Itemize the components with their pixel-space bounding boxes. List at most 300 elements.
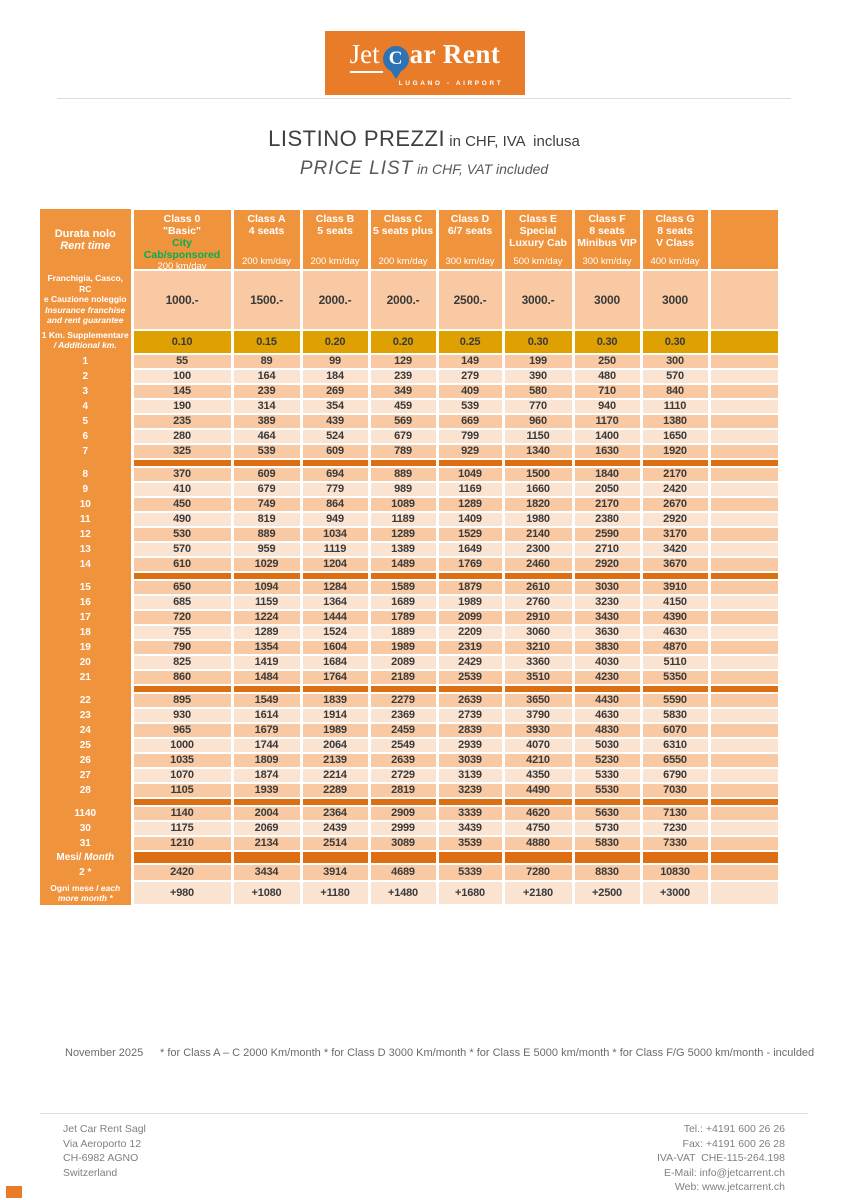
price-cell: 3139 [437,768,503,783]
price-cell: 2369 [369,708,437,723]
price-cell: 1089 [369,497,437,512]
price-cell: 1789 [369,610,437,625]
price-cell: 840 [641,384,709,399]
price-cell: 1840 [573,467,641,482]
day-count-label: 18 [40,625,132,640]
footnote-date: November 2025 [65,1047,144,1059]
price-cell: 3039 [437,753,503,768]
class-header-content [643,213,708,269]
band-cell [641,798,709,806]
price-cell: 1839 [301,693,369,708]
price-cell [709,783,779,798]
price-cell: 1679 [232,723,301,738]
price-cell: 2209 [437,625,503,640]
footer-contact-line: IVA-VAT CHE-115-264.198 [656,1152,785,1164]
price-cell: 755 [132,625,232,640]
price-cell [709,768,779,783]
price-cell: 129 [369,354,437,369]
price-cell: 7030 [641,783,709,798]
price-cell: 2839 [437,723,503,738]
two-month-price-cell: 7280 [503,864,573,881]
price-cell: 1284 [301,580,369,595]
price-cell: 2380 [573,512,641,527]
price-cell: 4620 [503,806,573,821]
price-cell: 679 [232,482,301,497]
class-header-line: Special [519,225,557,237]
franchise-value-cell: 3000.- [503,270,573,330]
price-cell: 1500 [503,467,573,482]
day-count-label: 23 [40,708,132,723]
price-cell: 3210 [503,640,573,655]
price-cell: 1879 [437,580,503,595]
price-cell: 1029 [232,557,301,572]
price-cell: 1340 [503,444,573,459]
price-cell: 889 [369,467,437,482]
price-row [40,429,779,444]
class-header-line: Class E [519,213,557,225]
price-cell: 539 [437,399,503,414]
price-row [40,640,779,655]
price-cell: 819 [232,512,301,527]
price-cell: 2999 [369,821,437,836]
class-header-content [303,213,368,269]
class-header-line: 5 seats plus [372,225,434,237]
table-header-row [40,209,779,270]
class-header-highlight: City Cab/sponsored [143,237,221,261]
class-header-line: 8 seats [589,225,625,237]
price-cell: 1140 [132,806,232,821]
price-cell: 6310 [641,738,709,753]
class-header-line: Class G [655,213,695,225]
band-cell [709,851,779,864]
price-cell: 1489 [369,557,437,572]
price-cell: 1630 [573,444,641,459]
price-cell: 1354 [232,640,301,655]
price-cell: 1400 [573,429,641,444]
price-cell: 3339 [437,806,503,821]
class-header-line: 5 seats [317,225,353,237]
price-cell: 2064 [301,738,369,753]
title-italian: LISTINO PREZZI [268,126,446,151]
price-cell: 2439 [301,821,369,836]
price-cell: 314 [232,399,301,414]
day-count-label: 15 [40,580,132,595]
price-cell [709,414,779,429]
price-cell: 2189 [369,670,437,685]
class-km-allowance: 400 km/day [650,256,700,267]
price-row [40,580,779,595]
price-cell: 1874 [232,768,301,783]
price-cell: 410 [132,482,232,497]
price-cell: 2920 [641,512,709,527]
price-cell: 1769 [437,557,503,572]
price-cell: 1604 [301,640,369,655]
price-cell: 2514 [301,836,369,851]
price-cell [709,595,779,610]
class-header-content [134,213,231,272]
franchise-label-en2: and rent guarantee [46,315,124,325]
price-cell: 4230 [573,670,641,685]
price-cell: 1289 [437,497,503,512]
day-count-label: 26 [40,753,132,768]
price-cell: 5730 [573,821,641,836]
price-cell: 3170 [641,527,709,542]
class-header-line: Class F [588,213,626,225]
two-month-price-cell: 4689 [369,864,437,881]
price-cell: 694 [301,467,369,482]
price-cell: 5530 [573,783,641,798]
extra-km-value-cell: 0.30 [503,330,573,353]
price-cell [709,738,779,753]
franchise-value-cell: 1000.- [132,270,232,330]
extra-km-value-cell: 0.30 [573,330,641,353]
price-cell: 2590 [573,527,641,542]
day-count-label: 2 [40,369,132,384]
price-cell: 300 [641,354,709,369]
price-cell: 2364 [301,806,369,821]
price-cell: 164 [232,369,301,384]
price-cell: 2069 [232,821,301,836]
class-header-line: V Class [656,237,694,249]
price-cell: 7230 [641,821,709,836]
price-cell: 5330 [573,768,641,783]
band-cell [709,798,779,806]
class-header-line: 4 seats [248,225,285,237]
price-cell: 539 [232,444,301,459]
price-cell: 989 [369,482,437,497]
logo-text-jet: Jet [350,39,383,73]
price-cell: 889 [232,527,301,542]
separator-band-row [40,685,779,693]
price-cell: 790 [132,640,232,655]
price-cell: 3510 [503,670,573,685]
price-cell [709,821,779,836]
price-cell: 370 [132,467,232,482]
price-cell: 3230 [573,595,641,610]
price-cell: 3630 [573,625,641,640]
footer-divider [40,1113,808,1114]
price-cell [709,512,779,527]
price-cell: 1484 [232,670,301,685]
extra-month-price-cell: +1480 [369,881,437,905]
footer-address-line: Via Aeroporto 12 [63,1137,142,1150]
price-cell: 2134 [232,836,301,851]
price-cell: 3030 [573,580,641,595]
price-cell: 99 [301,354,369,369]
price-cell: 570 [132,542,232,557]
two-month-label: 2 * [40,864,132,881]
price-cell: 190 [132,399,232,414]
price-cell: 1035 [132,753,232,768]
class-header-cell [709,209,779,270]
price-cell: 1529 [437,527,503,542]
price-row [40,836,779,851]
class-header-line: Class 0 [163,213,201,225]
price-cell: 1070 [132,768,232,783]
price-cell: 2710 [573,542,641,557]
two-month-price-cell: 8830 [573,864,641,881]
price-cell: 1150 [503,429,573,444]
day-count-label: 19 [40,640,132,655]
price-cell: 325 [132,444,232,459]
price-cell: 1980 [503,512,573,527]
price-cell: 1914 [301,708,369,723]
price-cell: 2459 [369,723,437,738]
price-cell: 1289 [369,527,437,542]
extra-km-label-en: / Additional km. [53,340,117,350]
franchise-value-cell: 1500.- [232,270,301,330]
franchise-row [40,270,779,330]
price-cell: 55 [132,354,232,369]
page-corner-mark [6,1186,22,1198]
price-cell: 4210 [503,753,573,768]
price-row [40,482,779,497]
price-cell: 1549 [232,693,301,708]
day-count-label: 11 [40,512,132,527]
class-header-line: Luxury Cab [509,237,567,249]
price-cell: 3670 [641,557,709,572]
extra-month-price-cell: +1180 [301,881,369,905]
price-cell: 669 [437,414,503,429]
band-cell [132,851,232,864]
price-cell: 770 [503,399,573,414]
separator-band-row [40,798,779,806]
price-table [40,208,781,906]
duration-corner-cell [40,209,132,270]
month-label-en: Month [81,851,115,863]
class-km-allowance: 200 km/day [310,256,360,267]
price-cell: 959 [232,542,301,557]
price-cell: 2300 [503,542,573,557]
extra-month-price-cell: +2180 [503,881,573,905]
price-cell: 100 [132,369,232,384]
class-km-allowance: 300 km/day [582,256,632,267]
band-cell [437,685,503,693]
two-month-price-cell: 3914 [301,864,369,881]
price-cell: 895 [132,693,232,708]
class-header-cell [437,209,503,270]
class-header-cell [232,209,301,270]
footer-address-line: CH-6982 AGNO [63,1152,139,1164]
two-month-row [40,864,779,881]
price-cell [709,384,779,399]
price-cell: 2920 [573,557,641,572]
price-row [40,467,779,482]
class-header-cell [301,209,369,270]
price-row [40,399,779,414]
band-cell [503,851,573,864]
extra-km-value-cell: 0.15 [232,330,301,353]
price-cell [709,580,779,595]
price-cell [709,655,779,670]
day-count-label: 31 [40,836,132,851]
franchise-label-it2: e Cauzione noleggio [43,294,127,304]
price-row [40,527,779,542]
class-header-line: Class D [450,213,490,225]
class-header-content [371,213,436,269]
price-cell: 3930 [503,723,573,738]
price-cell: 2429 [437,655,503,670]
band-cell [301,851,369,864]
price-cell [709,693,779,708]
class-header-line: Class C [383,213,423,225]
price-cell: 409 [437,384,503,399]
price-cell: 145 [132,384,232,399]
price-cell: 1034 [301,527,369,542]
extra-month-label [40,881,132,905]
price-cell: 2139 [301,753,369,768]
class-header-line: 8 seats [657,225,693,237]
price-cell: 2639 [369,753,437,768]
footer-contact-line: Web: www.jetcarrent.ch [674,1181,785,1193]
title-italian-suffix: in CHF, IVA inclusa [445,133,580,150]
footer-contact-block [657,1122,785,1195]
price-row [40,354,779,369]
price-cell: 1939 [232,783,301,798]
extra-km-label-it: 1 Km. Supplementare [41,329,129,340]
price-cell: 3420 [641,542,709,557]
day-count-label: 5 [40,414,132,429]
price-cell: 5830 [573,836,641,851]
price-cell: 1119 [301,542,369,557]
price-cell: 685 [132,595,232,610]
footer-contact-line: Tel.: +4191 600 26 26 [683,1123,785,1135]
extra-month-price-cell: +3000 [641,881,709,905]
price-row [40,655,779,670]
price-cell: 490 [132,512,232,527]
price-cell: 1224 [232,610,301,625]
extra-km-row [40,330,779,353]
price-cell: 250 [573,354,641,369]
band-cell [709,572,779,580]
price-cell: 1689 [369,595,437,610]
price-cell: 1989 [301,723,369,738]
extra-km-value-cell: 0.30 [641,330,709,353]
price-cell: 825 [132,655,232,670]
class-km-allowance: 300 km/day [445,256,495,267]
class-header-cell [503,209,573,270]
band-label-cell [40,459,132,467]
price-cell: 1049 [437,467,503,482]
price-cell: 1889 [369,625,437,640]
price-cell: 679 [369,429,437,444]
price-cell [709,557,779,572]
price-cell [709,753,779,768]
price-row [40,821,779,836]
price-cell: 1744 [232,738,301,753]
band-label-cell [40,572,132,580]
price-cell: 3439 [437,821,503,836]
franchise-label-it1: Franchigia, Casco, RC [47,273,124,294]
price-cell: 4390 [641,610,709,625]
price-cell: 149 [437,354,503,369]
band-label-cell [40,798,132,806]
day-count-label: 14 [40,557,132,572]
price-cell: 2729 [369,768,437,783]
band-cell [437,572,503,580]
price-row [40,723,779,738]
price-cell: 5830 [641,708,709,723]
day-count-label: 30 [40,821,132,836]
price-cell: 389 [232,414,301,429]
price-cell: 949 [301,512,369,527]
band-cell [709,685,779,693]
price-cell: 184 [301,369,369,384]
price-row [40,384,779,399]
price-cell: 390 [503,369,573,384]
price-cell: 799 [437,429,503,444]
price-cell: 1764 [301,670,369,685]
franchise-label-cell [40,270,132,354]
extra-month-price-cell [709,881,779,905]
price-cell: 1389 [369,542,437,557]
month-band-row [40,851,779,864]
price-cell: 789 [369,444,437,459]
day-count-label: 20 [40,655,132,670]
class-header-line: Class B [315,213,355,225]
price-cell: 864 [301,497,369,512]
logo-text-rent: ar Rent [409,39,501,69]
price-cell: 3239 [437,783,503,798]
month-label-it: Mesi/ [56,851,82,863]
band-cell [301,459,369,467]
band-cell [132,572,232,580]
footer-address-line: Jet Car Rent Sagl [63,1123,146,1135]
price-cell: 2760 [503,595,573,610]
price-cell: 4070 [503,738,573,753]
price-cell [709,527,779,542]
day-count-label: 1140 [40,806,132,821]
class-km-allowance: 200 km/day [157,261,207,272]
price-cell: 2819 [369,783,437,798]
band-cell [641,851,709,864]
band-cell [503,685,573,693]
price-cell: 5630 [573,806,641,821]
price-cell: 4490 [503,783,573,798]
price-cell: 1989 [437,595,503,610]
price-cell [709,482,779,497]
price-cell: 1649 [437,542,503,557]
price-cell: 1444 [301,610,369,625]
franchise-value-cell: 3000 [573,270,641,330]
price-cell: 1094 [232,580,301,595]
band-cell [641,685,709,693]
price-row [40,753,779,768]
separator-band-row [40,572,779,580]
price-cell: 280 [132,429,232,444]
band-cell [573,572,641,580]
price-cell [709,444,779,459]
price-cell: 1189 [369,512,437,527]
price-cell [709,429,779,444]
price-cell: 354 [301,399,369,414]
price-cell: 2549 [369,738,437,753]
price-cell: 269 [301,384,369,399]
page-title [0,126,848,180]
price-cell: 2420 [641,482,709,497]
price-cell: 3910 [641,580,709,595]
day-count-label: 6 [40,429,132,444]
price-cell: 4880 [503,836,573,851]
price-row [40,806,779,821]
price-cell: 710 [573,384,641,399]
price-cell: 2289 [301,783,369,798]
price-cell [709,399,779,414]
price-row [40,542,779,557]
price-cell: 580 [503,384,573,399]
band-cell [573,459,641,467]
price-cell: 1110 [641,399,709,414]
